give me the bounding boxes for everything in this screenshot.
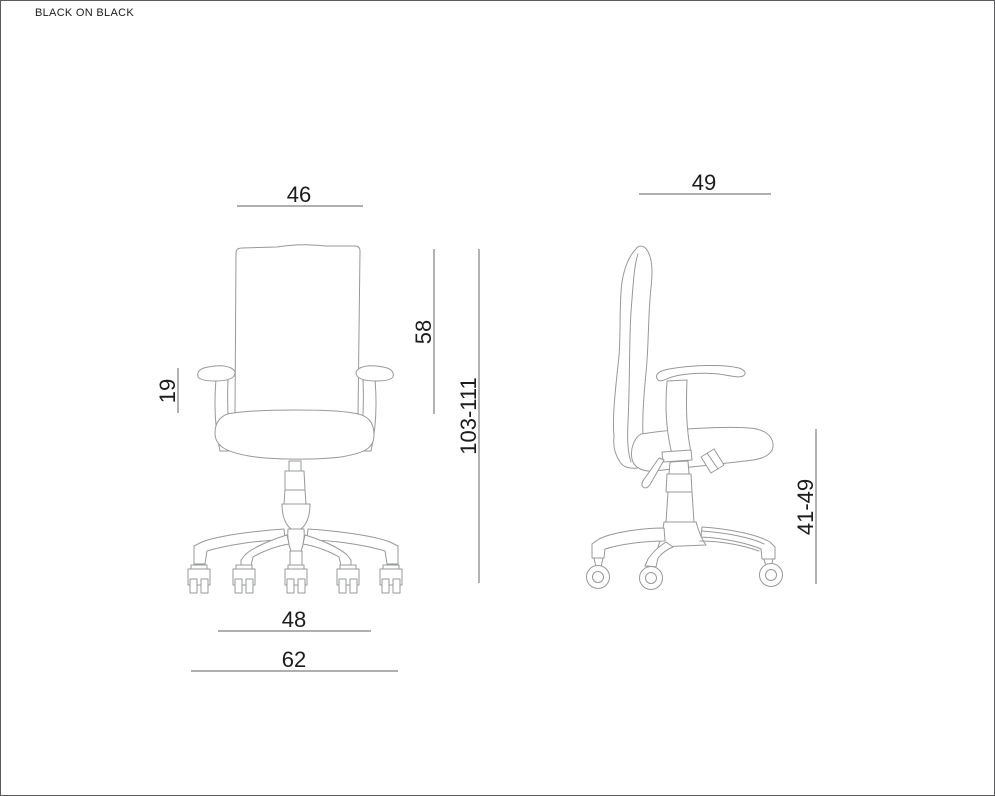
dim-label-base-width: 62 xyxy=(281,647,307,672)
side-seat xyxy=(631,427,773,471)
front-leg-center xyxy=(290,551,302,565)
chair-dimension-diagram xyxy=(1,1,995,796)
front-armrest-left-pad xyxy=(198,366,235,381)
front-armrest-right-pad xyxy=(356,366,393,381)
side-gas-lift xyxy=(666,461,694,522)
side-gas-lift-upper xyxy=(666,474,692,492)
side-armrest-post xyxy=(666,380,691,454)
front-gas-lift-lower xyxy=(284,490,306,504)
front-gas-lift-collar xyxy=(289,461,301,471)
dim-label-backrest-width: 46 xyxy=(286,182,312,207)
side-caster-front xyxy=(760,564,783,587)
dim-label-armrest-height: 19 xyxy=(155,378,180,404)
front-caster-mid-left xyxy=(233,565,255,593)
side-view xyxy=(587,170,819,590)
page-title: BLACK ON BLACK xyxy=(35,7,134,19)
dim-label-seat-height: 41-49 xyxy=(793,478,818,536)
dim-label-seat-width: 48 xyxy=(281,607,307,632)
dim-label-overall-height: 103-111 xyxy=(456,377,481,455)
front-base-hub xyxy=(282,504,310,529)
front-seat xyxy=(215,410,374,459)
side-mechanism-plate xyxy=(662,450,692,462)
front-caster-mid-right xyxy=(337,565,359,593)
side-gas-lift-collar xyxy=(669,461,689,474)
dim-label-seat-depth: 49 xyxy=(691,170,717,195)
front-base-cup xyxy=(288,529,305,551)
front-caster-far-left xyxy=(188,565,210,593)
side-gas-lift-lower xyxy=(666,492,694,522)
dim-label-backrest-height: 58 xyxy=(411,319,436,345)
front-caster-center xyxy=(285,565,307,593)
front-caster-far-right xyxy=(380,565,402,593)
front-gas-lift xyxy=(284,461,306,504)
front-gas-lift-upper xyxy=(285,471,305,490)
front-view xyxy=(155,182,481,672)
side-caster-middle xyxy=(640,567,663,590)
side-caster-back xyxy=(587,566,610,589)
front-backrest-outline xyxy=(235,245,360,416)
side-armrest-pad xyxy=(656,365,745,380)
